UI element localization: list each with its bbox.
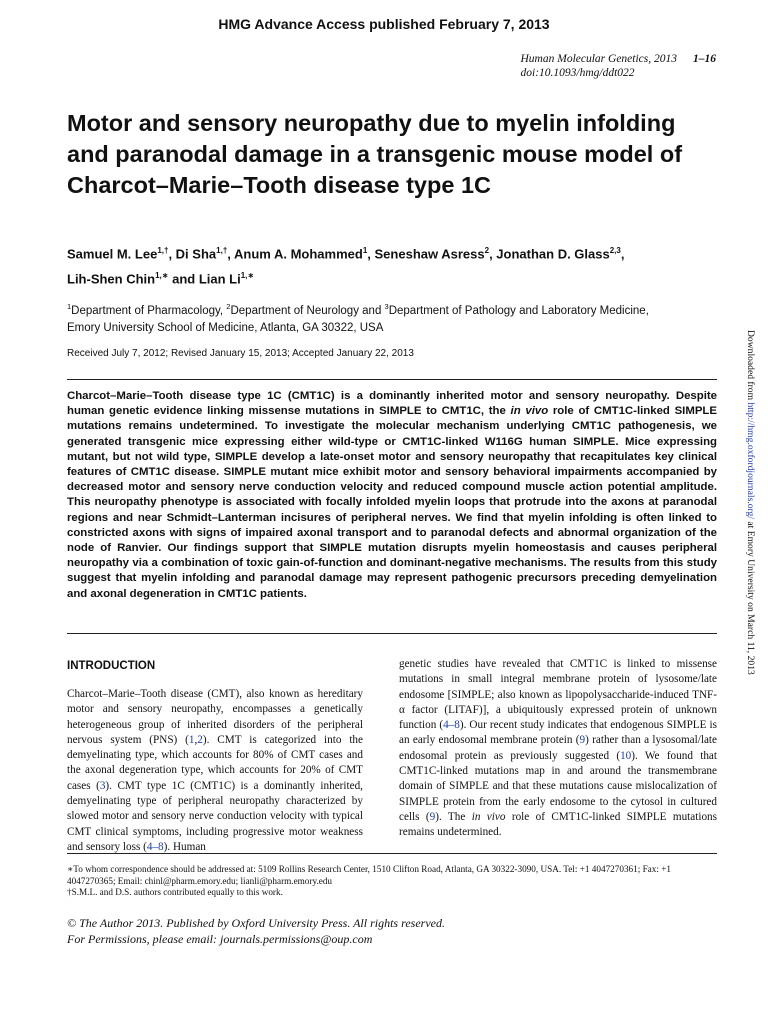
watermark-text: at Emory University on March 11, 2013	[745, 519, 756, 675]
author-name: Lian Li	[198, 271, 241, 287]
affil-institution: Emory University School of Medicine, Atlanta, GA 30322, USA	[67, 321, 384, 334]
citation-link[interactable]: 1	[188, 733, 195, 746]
author-affil-sup: 2,3	[609, 246, 621, 255]
text: ). The	[435, 810, 472, 823]
author-name: Seneshaw Asress	[374, 246, 485, 262]
section-heading: INTRODUCTION	[67, 660, 156, 672]
text: ,	[194, 733, 198, 746]
text: role of CMT1C-linked SIMPLE mutations remains undetermined.	[399, 810, 718, 839]
author-separator: ,	[227, 246, 235, 262]
intro-column-left	[67, 687, 363, 855]
author-list	[67, 240, 717, 291]
abstract-top-rule	[67, 379, 717, 380]
journal-name: Human Molecular Genetics, 2013	[520, 53, 677, 65]
author-name: Samuel M. Lee	[67, 246, 158, 262]
correspondence-footnote: ∗To whom correspondence should be addressed at: 5109 Rollins Research Center, 1510 Clifton Road, Atlanta, GA 30322-3090, USA. Tel: +1 4047270361; Fax: +1 4047270365; Email: chinl@pharm.emory.edu; lianli@pharm.emory.edu	[67, 864, 671, 886]
citation-link[interactable]: 2	[197, 733, 203, 746]
advance-access-banner: HMG Advance Access published February 7, 2013	[218, 16, 550, 32]
text: ). CMT type 1C (CMT1C) is a dominantly inherited, demyelinating type of peripheral neuropathy characterized by slowed motor and sensory nerve conduction velocity with typical CMT clinical symptoms, including progressive motor weakness and sensory loss (	[67, 779, 363, 853]
affil-sup-1: 1	[67, 302, 72, 311]
author-name: Lih-Shen Chin	[67, 271, 156, 287]
text: ). We found that CMT1C-linked mutations map in and around the transmembrane domain of SIMPLE and that these mutations cause mislocalization of SIMPLE protein from the early endosome to the cytosol in cultured cells (	[399, 749, 717, 823]
abstract-text-2: role of CMT1C-linked SIMPLE mutations remains undetermined. To investigate the molecular mechanism underlying CMT1C pathogenesis, we generated transgenic mice expressing either wild-type or CMT1C-linked W116G human SIMPLE. Mice expressing mutant, but not wild type, SIMPLE develop a late-onset motor and sensory neuropathy that recapitulates key clinical features of CMT1C disease. SIMPLE mutant mice exhibit motor and sensory behavioral impairments accompanied by decreased motor and sensory nerve conduction velocity and reduced compound muscle action potential amplitude. This neuropathy phenotype is associated with focally infolded myelin loops that protrude into the axons at paranodal regions and near Schmidt–Lanterman incisures of peripheral nerves. We find that myelin infolding is often linked to constricted axons with signs of impaired axonal transport and to paranodal defects and abnormal organization of the node of Ranvier. Our findings support that SIMPLE mutation disrupts myelin homeostasis and causes peripheral neuropathy via a combination of toxic gain-of-function and dominant-negative mechanisms. The results from this study suggest that myelin infolding and paranodal damage may represent pathogenic precursors preceding demyelination and axonal degeneration in CMT1C patients.	[67, 405, 717, 600]
author-affil-sup: 1	[362, 246, 368, 255]
text: ). CMT is categorized into the demyelinating type, which accounts for 80% of CMT cases and the axonal degeneration type, which accounts for 20% of CMT cases (	[67, 733, 363, 792]
author-separator: ,	[489, 246, 497, 262]
intro-column-right	[399, 657, 717, 841]
citation-link[interactable]: 4–8	[146, 840, 164, 853]
journal-link[interactable]: http://hmg.oxfordjournals.org/	[745, 402, 756, 520]
download-watermark	[742, 330, 756, 690]
affil-pathology: Department of Pathology and Laboratory Medicine,	[388, 304, 649, 317]
author-name: Di Sha	[175, 246, 217, 262]
author-affil-sup: 1,†	[157, 246, 169, 255]
author-affil-sup: 1,†	[216, 246, 228, 255]
text: genetic studies have revealed that CMT1C is linked to missense mutations in small integral membrane protein of lysosome/late endosome [SIMPLE; also known as lipopolysaccharide-induced TNF-α factor (LITAF)], a ubiquitously expressed protein of unknown function (	[399, 658, 717, 732]
text: ) rather than a lysosomal/late endosomal protein as previously suggested (	[399, 734, 717, 762]
affil-sup-3: 3	[384, 302, 389, 311]
italic-text: in vivo	[471, 810, 506, 823]
footnote-rule	[67, 853, 717, 854]
author-separator: ,	[168, 246, 176, 262]
footnotes	[67, 864, 717, 899]
author-name: Anum A. Mohammed	[234, 246, 363, 262]
received-dates: Received July 7, 2012; Revised January 15, 2013; Accepted January 22, 2013	[67, 348, 414, 359]
text: ). Human	[163, 840, 206, 853]
author-separator: ,	[367, 246, 375, 262]
abstract	[67, 389, 717, 602]
affil-neurology: Department of Neurology and	[230, 304, 385, 317]
author-affil-sup: 1,∗	[155, 271, 169, 281]
journal-citation	[521, 52, 717, 80]
affil-sup-2: 2	[226, 302, 231, 311]
author-affil-sup: 1,∗	[240, 271, 255, 281]
citation-link[interactable]: 4–8	[443, 719, 460, 732]
text: Charcot–Marie–Tooth disease (CMT), also known as hereditary motor and sensory neuropathy, encompasses a genetically heterogeneous group of inherited disorders of the peripheral nervous system (PNS) (	[67, 688, 363, 746]
author-name: Jonathan D. Glass	[496, 246, 610, 262]
copyright	[67, 915, 445, 947]
doi: doi:10.1093/hmg/ddt022	[520, 67, 635, 79]
watermark-text: Downloaded from	[745, 330, 756, 403]
citation-link[interactable]: 3	[99, 779, 106, 792]
citation-link[interactable]: 9	[579, 734, 586, 747]
affil-pharmacology: Department of Pharmacology,	[71, 304, 227, 317]
author-affil-sup: 2	[484, 246, 490, 255]
abstract-text-1: Charcot–Marie–Tooth disease type 1C (CMT1C) is a dominantly inherited motor and sensory neuropathy. Despite human genetic evidence linking missense mutations in SIMPLE to CMT1C, the	[67, 390, 717, 418]
article-title: Motor and sensory neuropathy due to myelin infolding and paranodal damage in a transgenic mouse model of Charcot–Marie–Tooth disease type 1C	[67, 110, 683, 198]
abstract-italic: in vivo	[510, 405, 549, 418]
author-separator: and	[168, 271, 199, 287]
copyright-line: © The Author 2013. Published by Oxford University Press. All rights reserved.	[67, 916, 445, 930]
citation-link[interactable]: 10	[620, 749, 632, 762]
author-separator: ,	[620, 246, 625, 262]
equal-contribution-footnote: †S.M.L. and D.S. authors contributed equally to this work.	[67, 887, 283, 897]
citation-link[interactable]: 9	[429, 810, 436, 823]
permissions-line: For Permissions, please email: journals.permissions@oup.com	[67, 932, 373, 946]
page-range: 1–16	[693, 53, 716, 65]
text: ). Our recent study indicates that endogenous SIMPLE is an early endosomal membrane protein (	[399, 719, 717, 747]
affiliations	[67, 298, 717, 337]
abstract-bottom-rule	[67, 633, 717, 634]
